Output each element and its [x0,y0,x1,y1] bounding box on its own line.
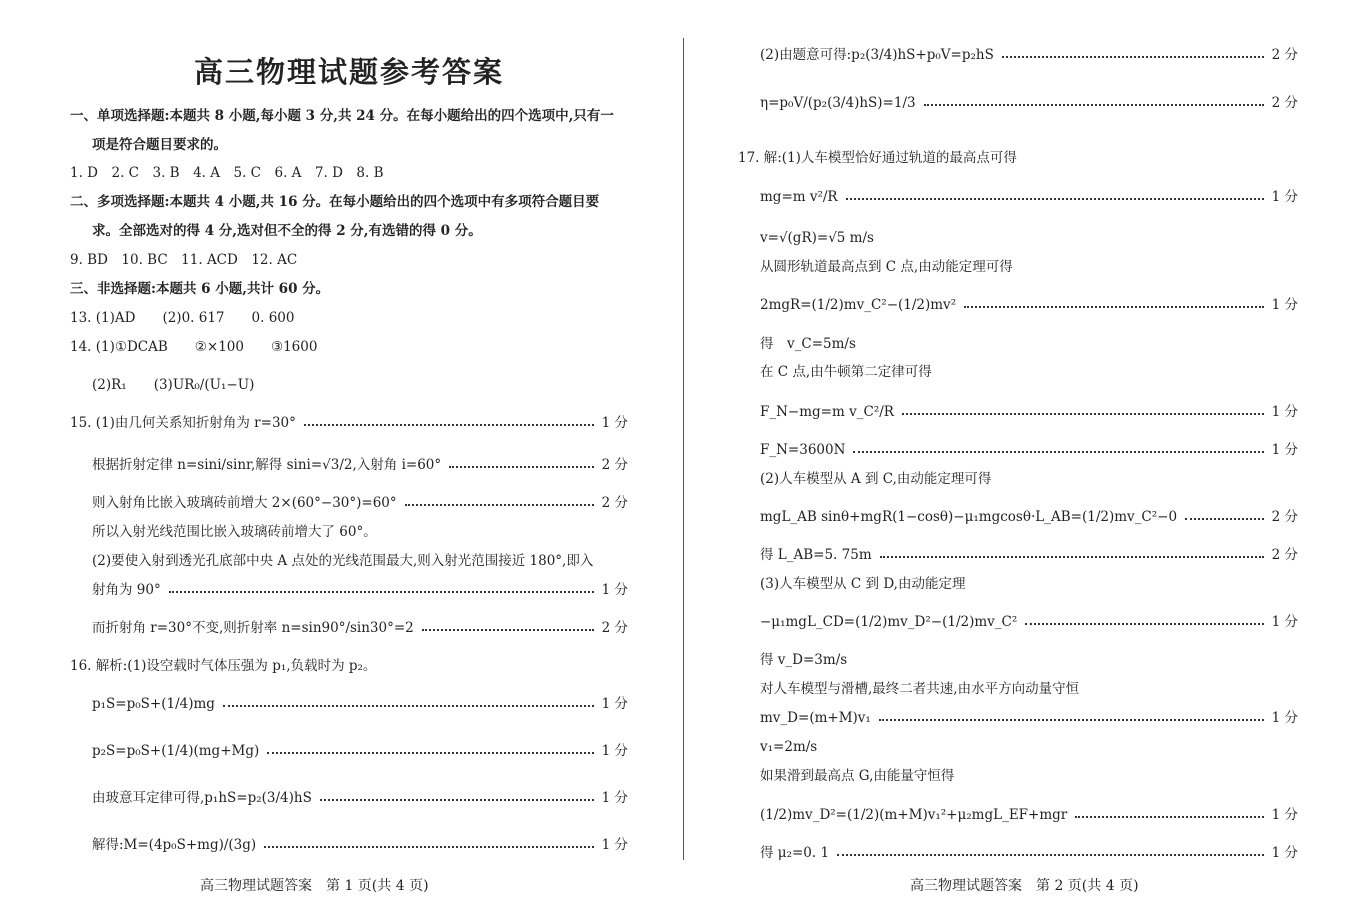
score-label: 1 分 [1271,189,1298,205]
page-footer: 高三物理试题答案 第 1 页(共 4 页) [200,878,429,894]
answer-16-line: 16. 解析:(1)设空载时气体压强为 p₁,负载时为 p₂。 [70,658,377,674]
answer-17-line: v₁=2m/s [760,739,818,755]
answer-17-line: 得 L_AB=5. 75m 2 分 [760,547,1298,563]
score-label: 1 分 [1271,807,1298,823]
answer-17-line: −μ₁mgL_CD=(1/2)mv_D²−(1/2)mv_C² 1 分 [760,614,1298,630]
answer-17-line: 得 v_C=5m/s [760,336,856,352]
answer-16-line: p₂S=p₀S+(1/4)(mg+Mg) 1 分 [92,743,628,759]
answer-16-line: η=p₀V/(p₂(3/4)hS)=1/3 2 分 [760,95,1298,111]
score-label: 1 分 [601,790,628,806]
answer-15-line: 而折射角 r=30°不变,则折射率 n=sin90°/sin30°=2 2 分 [92,620,628,636]
answer-17-line: mg=m v²/R 1 分 [760,189,1298,205]
score-label: 1 分 [601,743,628,759]
answer-17-line: (2)人车模型从 A 到 C,由动能定理可得 [760,471,992,487]
answers-9-12: 9. BD 10. BC 11. ACD 12. AC [70,252,298,268]
score-label: 1 分 [1271,404,1298,420]
answers-1-8: 1. D 2. C 3. B 4. A 5. C 6. A 7. D 8. B [70,165,384,181]
answer-16-line: 解得:M=(4p₀S+mg)/(3g) 1 分 [92,837,628,853]
answer-17-line: v=√(gR)=√5 m/s [760,230,874,246]
answer-17-line: 对人车模型与滑槽,最终二者共速,由水平方向动量守恒 [760,681,1080,697]
section-2-heading-cont: 求。全部选对的得 4 分,选对但不全的得 2 分,有选错的得 0 分。 [92,223,482,239]
score-label: 1 分 [1271,614,1298,630]
answer-17-line: (1/2)mv_D²=(1/2)(m+M)v₁²+μ₂mgL_EF+mgr 1 分 [760,807,1298,823]
answer-17-line: 如果滑到最高点 G,由能量守恒得 [760,768,955,784]
section-2-heading: 二、多项选择题:本题共 4 小题,共 16 分。在每小题给出的四个选项中有多项符合题目要 [70,194,600,210]
answer-17-heading: 17. 解:(1)人车模型恰好通过轨道的最高点可得 [738,150,1017,166]
answer-16-line: 由玻意耳定律可得,p₁hS=p₂(3/4)hS 1 分 [92,790,628,806]
section-1-heading-cont: 项是符合题目要求的。 [92,137,227,153]
score-label: 2 分 [1271,47,1298,63]
score-label: 1 分 [1271,442,1298,458]
answer-17-line: 在 C 点,由牛顿第二定律可得 [760,364,932,380]
score-label: 1 分 [1271,845,1298,861]
score-label: 2 分 [601,457,628,473]
answer-17-line: 得 v_D=3m/s [760,652,848,668]
score-label: 1 分 [601,582,628,598]
score-label: 2 分 [1271,547,1298,563]
answer-17-line: F_N−mg=m v_C²/R 1 分 [760,404,1298,420]
answer-17-line: F_N=3600N 1 分 [760,442,1298,458]
document-title: 高三物理试题参考答案 [193,55,504,89]
score-label: 1 分 [1271,710,1298,726]
answer-17-line: (3)人车模型从 C 到 D,由动能定理 [760,576,966,592]
score-label: 2 分 [1271,95,1298,111]
answer-15-line: 所以入射光线范围比嵌入玻璃砖前增大了 60°。 [92,524,377,540]
answer-15-line: 则入射角比嵌入玻璃砖前增大 2×(60°−30°)=60° 2 分 [92,495,628,511]
answer-17-line: 从圆形轨道最高点到 C 点,由动能定理可得 [760,259,1013,275]
page-divider [683,38,684,860]
section-1-heading: 一、单项选择题:本题共 8 小题,每小题 3 分,共 24 分。在每小题给出的四个选项中,只有一 [70,108,614,124]
score-label: 2 分 [601,495,628,511]
answer-15-line: 射角为 90° 1 分 [92,582,628,598]
answer-page-2 [738,0,1298,900]
answer-15-line: 15. (1)由几何关系知折射角为 r=30° 1 分 [70,415,628,431]
answer-17-line: mv_D=(m+M)v₁ 1 分 [760,710,1298,726]
answer-16-line: (2)由题意可得:p₂(3/4)hS+p₀V=p₂hS 2 分 [760,47,1298,63]
answer-17-line: 得 μ₂=0. 1 1 分 [760,845,1298,861]
answer-14-1: 14. (1)①DCAB ②×100 ③1600 [70,339,318,355]
score-label: 2 分 [1271,509,1298,525]
answer-15-line: (2)要使入射到透光孔底部中央 A 点处的光线范围最大,则入射光范围接近 180°,即入 [92,553,594,569]
score-label: 1 分 [601,837,628,853]
answer-17-line: 2mgR=(1/2)mv_C²−(1/2)mv² 1 分 [760,297,1298,313]
score-label: 1 分 [601,415,628,431]
section-3-heading: 三、非选择题:本题共 6 小题,共计 60 分。 [70,281,330,297]
answer-17-line: mgL_AB sinθ+mgR(1−cosθ)−μ₁mgcosθ·L_AB=(1/2)mv_C²−0 2 分 [760,509,1298,525]
answer-13: 13. (1)AD (2)0. 617 0. 600 [70,310,295,326]
answer-15-line: 根据折射定律 n=sini/sinr,解得 sini=√3/2,入射角 i=60° 2 分 [92,457,628,473]
score-label: 1 分 [1271,297,1298,313]
answer-16-line: p₁S=p₀S+(1/4)mg 1 分 [92,696,628,712]
answer-14-2: (2)R₁ (3)UR₀/(U₁−U) [92,377,255,393]
page-footer: 高三物理试题答案 第 2 页(共 4 页) [910,878,1139,894]
score-label: 2 分 [601,620,628,636]
answer-page-1 [70,0,628,900]
score-label: 1 分 [601,696,628,712]
